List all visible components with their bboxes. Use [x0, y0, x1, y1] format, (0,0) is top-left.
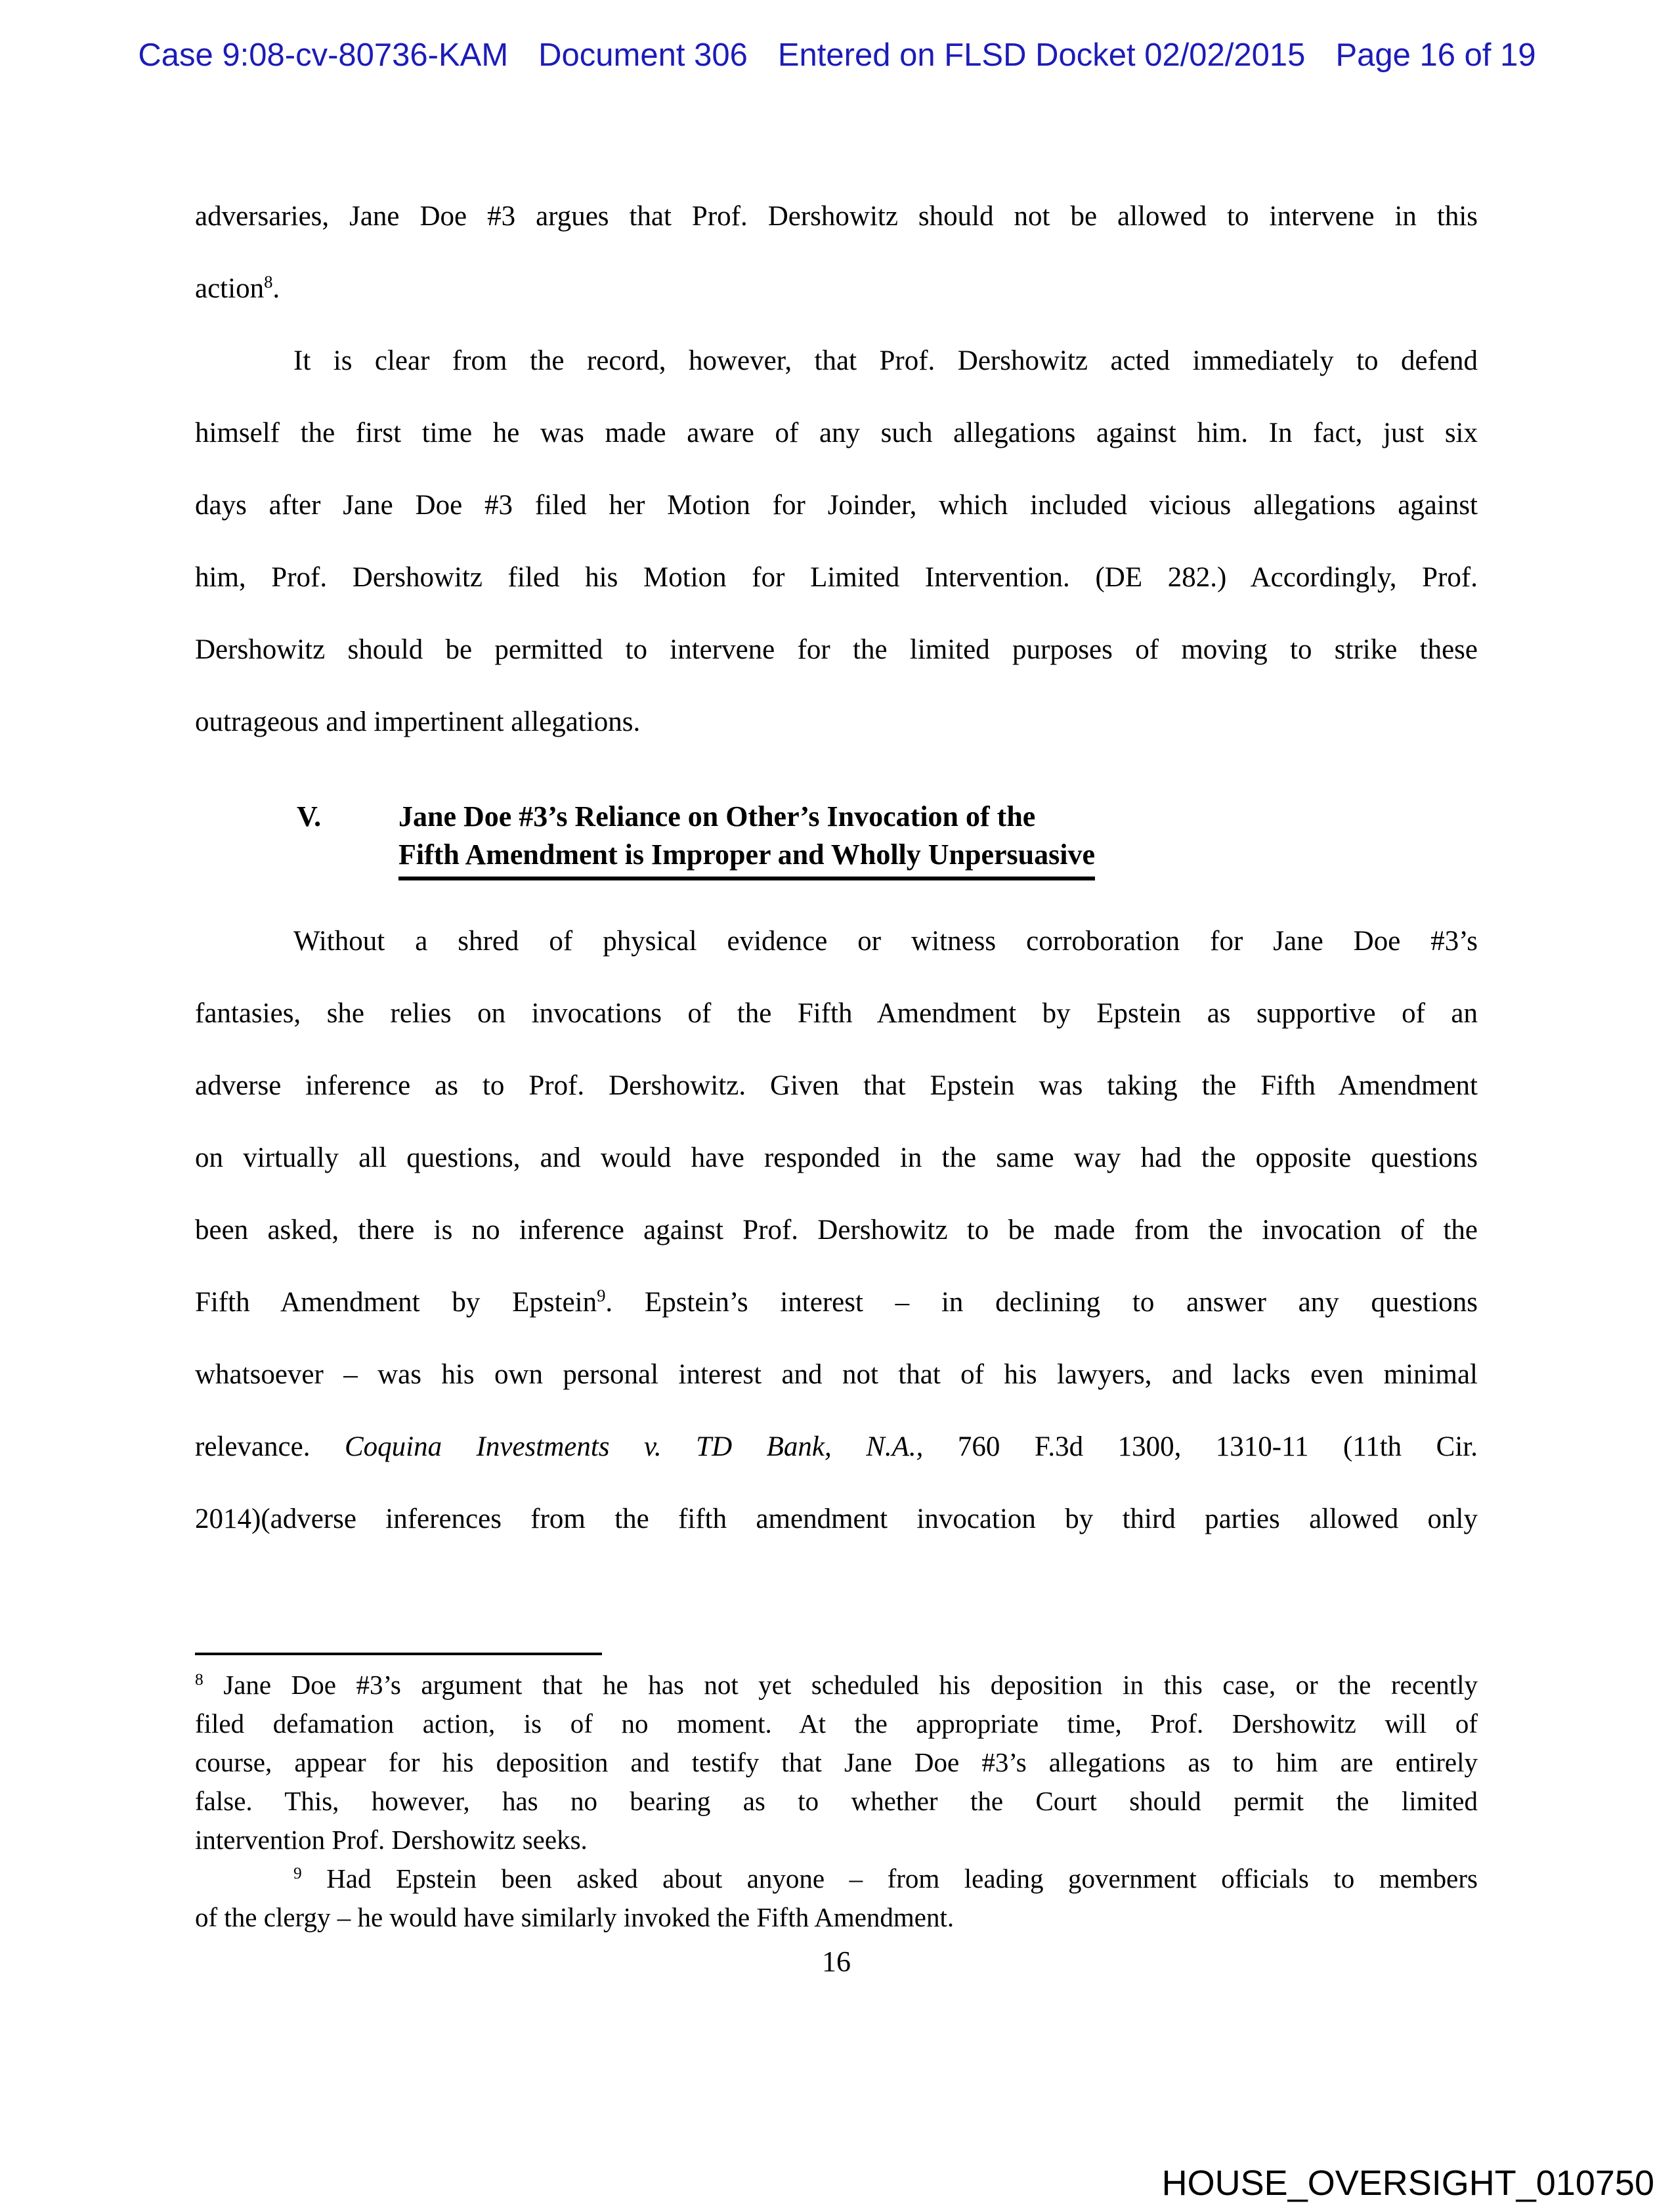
heading-underlined-text: Fifth Amendment is Improper and Wholly Unpersuasive [398, 836, 1095, 880]
text-segment: filed defamation action, is of no moment. At the appropriate time, Prof. Dershowitz will of [195, 1708, 1478, 1739]
heading-line [398, 836, 1478, 880]
text-segment: It is clear from the record, however, that Prof. Dershowitz acted immediately to defend [293, 345, 1478, 376]
paragraph [195, 905, 1478, 1555]
text-segment: on virtually all questions, and would have responded in the same way had the opposite questions [195, 1142, 1478, 1173]
header-case-number: Case 9:08-cv-80736-KAM [138, 37, 509, 73]
text-segment: himself the first time he was made aware of any such allegations against him. In fact, just six [195, 418, 1478, 448]
text-segment: adversaries, Jane Doe #3 argues that Prof. Dershowitz should not be allowed to intervene in this [195, 201, 1478, 232]
body-text [195, 181, 1478, 1555]
superscript-footnote-ref: 8 [264, 272, 273, 292]
text-segment: whatsoever – was his own personal interest and not that of his lawyers, and lacks even minimal [195, 1359, 1478, 1390]
text-line [195, 1859, 1478, 1898]
text-segment: adverse inference as to Prof. Dershowitz. Given that Epstein was taking the Fifth Amendment [195, 1070, 1478, 1101]
italic-case-citation: Coquina Investments v. TD Bank, N.A., [344, 1431, 924, 1462]
text-segment: Had Epstein been asked about anyone – from leading government officials to members [301, 1863, 1478, 1894]
text-segment: 2014)(adverse inferences from the fifth amendment invocation by third parties allowed only [195, 1504, 1478, 1534]
heading-lines [398, 798, 1478, 880]
text-line [195, 181, 1478, 253]
text-segment: of the clergy – he would have similarly invoked the Fifth Amendment. [195, 1902, 955, 1932]
text-line [195, 253, 1478, 325]
header-document-number: Document 306 [538, 37, 748, 73]
text-segment: fantasies, she relies on invocations of the Fifth Amendment by Epstein as supportive of an [195, 998, 1478, 1029]
superscript-footnote-ref: 8 [195, 1670, 204, 1689]
document-body [195, 181, 1478, 1981]
text-line [195, 905, 1478, 978]
text-line [195, 397, 1478, 469]
case-header [0, 36, 1674, 74]
text-line [195, 1898, 1478, 1937]
heading-text: Jane Doe #3’s Reliance on Other’s Invocation of the [398, 800, 1036, 833]
text-segment: intervention Prof. Dershowitz seeks. [195, 1825, 588, 1855]
text-line [195, 1821, 1478, 1859]
text-segment: 760 F.3d 1300, 1310-11 (11th Cir. [923, 1431, 1478, 1462]
heading-line [398, 798, 1478, 836]
text-line [195, 469, 1478, 542]
text-segment: been asked, there is no inference against Prof. Dershowitz to be made from the invocation of the [195, 1215, 1478, 1246]
text-segment: Without a shred of physical evidence or witness corroboration for Jane Doe #3’s [293, 926, 1478, 957]
text-line [195, 1483, 1478, 1555]
bates-stamp: HOUSE_OVERSIGHT_010750 [1161, 2163, 1654, 2203]
text-segment: relevance. [195, 1431, 345, 1462]
text-segment: . Epstein’s interest – in declining to answer any questions [605, 1287, 1478, 1318]
text-line [195, 1666, 1478, 1704]
text-segment: Jane Doe #3’s argument that he has not yet scheduled his deposition in this case, or the recently [203, 1670, 1478, 1700]
text-segment: him, Prof. Dershowitz filed his Motion for Limited Intervention. (DE 282.) Accordingly, Prof. [195, 562, 1478, 593]
superscript-footnote-ref: 9 [597, 1286, 606, 1306]
text-line [195, 1122, 1478, 1194]
footnote [195, 1666, 1478, 1859]
text-line [195, 1782, 1478, 1821]
page-number: 16 [822, 1945, 851, 1978]
text-segment: outrageous and impertinent allegations. [195, 706, 641, 737]
footnote-section [195, 1666, 1478, 1937]
text-line [195, 542, 1478, 614]
text-line [195, 1267, 1478, 1339]
text-line [195, 325, 1478, 397]
text-line [195, 1050, 1478, 1122]
paragraph [195, 325, 1478, 758]
text-line [195, 1339, 1478, 1411]
superscript-footnote-ref: 9 [293, 1864, 302, 1883]
text-line [195, 1704, 1478, 1743]
header-docket-entry: Entered on FLSD Docket 02/02/2015 [777, 37, 1306, 73]
text-segment: action [195, 273, 265, 304]
text-line [195, 1411, 1478, 1483]
text-segment: days after Jane Doe #3 filed her Motion for Joinder, which included vicious allegations against [195, 490, 1478, 521]
text-line [195, 978, 1478, 1050]
text-segment: course, appear for his deposition and testify that Jane Doe #3’s allegations as to him are entirely [195, 1747, 1478, 1777]
text-segment: Dershowitz should be permitted to intervene for the limited purposes of moving to strike these [195, 634, 1478, 665]
text-line [195, 686, 1478, 758]
text-segment: . [272, 273, 280, 304]
text-line [195, 614, 1478, 686]
text-segment: false. This, however, has no bearing as to whether the Court should permit the limited [195, 1786, 1478, 1816]
footnote-separator [195, 1653, 602, 1655]
footnote [195, 1859, 1478, 1937]
paragraph [195, 181, 1478, 325]
section-number: V. [297, 800, 322, 833]
text-segment: Fifth Amendment by Epstein [195, 1287, 597, 1318]
text-line [195, 1194, 1478, 1267]
section-heading [195, 798, 1478, 880]
header-page-indicator: Page 16 of 19 [1335, 37, 1536, 73]
text-line [195, 1743, 1478, 1782]
